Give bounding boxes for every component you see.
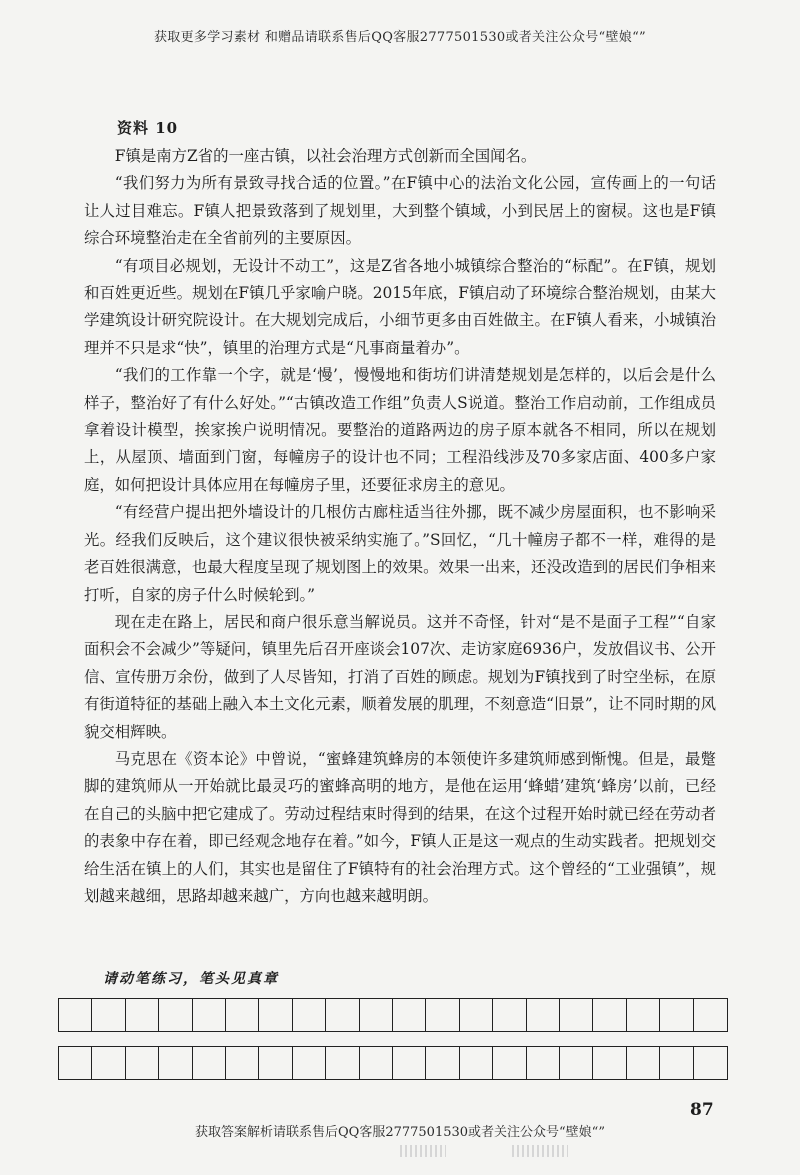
writing-grid-cell: [426, 999, 459, 1031]
writing-grid-cell: [493, 999, 526, 1031]
article-body: [84, 143, 716, 910]
writing-grid-cell: [259, 1047, 292, 1079]
writing-grid-cell: [393, 1047, 426, 1079]
writing-grid-cell: [326, 1047, 359, 1079]
writing-grid-cell: [326, 999, 359, 1031]
page-header: 获取更多学习素材 和赠品请联系售后QQ客服2777501530或者关注公众号“壁娘“”: [154, 30, 646, 45]
writing-grid-cell: [393, 999, 426, 1031]
writing-grid-cell: [159, 1047, 192, 1079]
article-paragraph: “我们努力为所有景致寻找合适的位置。”在F镇中心的法治文化公园，宣传画上的一句话让人过目难忘。F镇人把景致落到了规划里，大到整个镇域，小到民居上的窗棂。这也是F镇综合环境整治走在全省前列的主要原因。: [84, 174, 716, 248]
article-paragraph: 马克思在《资本论》中曾说，“蜜蜂建筑蜂房的本领使许多建筑师感到惭愧。但是，最蹩脚的建筑师从一开始就比最灵巧的蜜蜂高明的地方，是他在运用‘蜂蜡’建筑‘蜂房’以前，已经在自己的头脑中把它建成了。劳动过程结束时得到的结果，在这个过程开始时就已经在劳动者的表象中存在着，即已经观念地存在着。”如今，F镇人正是这一观点的生动实践者。把规划交给生活在镇上的人们，其实也是留住了F镇特有的社会治理方式。这个曾经的“工业强镇”，规划越来越细，思路却越来越广，方向也越来越明朗。: [84, 749, 716, 905]
page-footer: 获取答案解析请联系售后QQ客服2777501530或者关注公众号“壁娘“”: [195, 1125, 605, 1140]
writing-grid-cell: [593, 999, 626, 1031]
section-title: 资料 10: [117, 119, 179, 137]
writing-grid-cell: [527, 999, 560, 1031]
writing-grid-cell: [126, 999, 159, 1031]
writing-grid-cell: [193, 1047, 226, 1079]
writing-grid-cell: [59, 999, 92, 1031]
writing-grid-cell: [560, 999, 593, 1031]
writing-grid-cell: [694, 1047, 727, 1079]
writing-grid-cell: [92, 1047, 125, 1079]
writing-grid-cell: [193, 999, 226, 1031]
writing-grid-cell: [360, 999, 393, 1031]
article-paragraph: F镇是南方Z省的一座古镇，以社会治理方式创新而全国闻名。: [114, 147, 537, 165]
writing-grid-cell: [593, 1047, 626, 1079]
writing-grid-cell: [660, 999, 693, 1031]
writing-grid-cell: [660, 1047, 693, 1079]
article-paragraph: “我们的工作靠一个字，就是‘慢’，慢慢地和街坊们讲清楚规划是怎样的，以后会是什么样子，整治好了有什么好处。”“古镇改造工作组”负责人S说道。整治工作启动前，工作组成员拿着设计模型，挨家挨户说明情况。要整治的道路两边的房子原本就各不相同，所以在规划上，从屋顶、墙面到门窗，每幢房子的设计也不同；工程沿线涉及70多家店面、400多户家庭，如何把设计具体应用在每幢房子里，还要征求房主的意见。: [84, 366, 716, 494]
scan-artifact: [400, 1145, 446, 1157]
scan-artifact: [512, 1145, 568, 1157]
writing-grid-cell: [226, 999, 259, 1031]
writing-grid-cell: [560, 1047, 593, 1079]
writing-grid-row-1: [58, 998, 728, 1032]
writing-grid-cell: [126, 1047, 159, 1079]
writing-grid-cell: [293, 999, 326, 1031]
writing-grid-row-2: [58, 1046, 728, 1080]
article-paragraph: 现在走在路上，居民和商户很乐意当解说员。这并不奇怪，针对“是不是面子工程”“自家面积会不会减少”等疑问，镇里先后召开座谈会107次、走访家庭6936户，发放倡议书、公开信、宣传册万余份，做到了人尽皆知，打消了百姓的顾虑。规划为F镇找到了时空坐标，在原有街道特征的基础上融入本土文化元素，顺着发展的肌理，不刻意造“旧景”，让不同时期的风貌交相辉映。: [84, 612, 716, 741]
page-number: 87: [690, 1100, 714, 1120]
article-paragraph: “有项目必规划，无设计不动工”，这是Z省各地小城镇综合整治的“标配”。在F镇，规划和百姓更近些。规划在F镇几乎家喻户晓。2015年底，F镇启动了环境综合整治规划，由某大学建筑设计研究院设计。在大规划完成后，小细节更多由百姓做主。在F镇人看来，小城镇治理并不只是求“快”，镇里的治理方式是“凡事商量着办”。: [84, 256, 716, 357]
article-paragraph: “有经营户提出把外墙设计的几根仿古廊柱适当往外挪，既不减少房屋面积，也不影响采光。经我们反映后，这个建议很快被采纳实施了。”S回忆，“几十幢房子都不一样，难得的是老百姓很满意，也最大程度呈现了规划图上的效果。效果一出来，还没改造到的居民们争相来打听，自家的房子什么时候轮到。”: [84, 503, 716, 604]
writing-grid-cell: [460, 999, 493, 1031]
writing-grid-cell: [627, 1047, 660, 1079]
writing-grid-cell: [92, 999, 125, 1031]
writing-grid-cell: [426, 1047, 459, 1079]
writing-grid-cell: [360, 1047, 393, 1079]
writing-grid-cell: [293, 1047, 326, 1079]
writing-grid-cell: [159, 999, 192, 1031]
writing-grid-cell: [59, 1047, 92, 1079]
writing-grid-cell: [259, 999, 292, 1031]
writing-grid-cell: [460, 1047, 493, 1079]
practice-label: 请动笔练习，笔头见真章: [103, 971, 279, 987]
writing-grid-cell: [226, 1047, 259, 1079]
writing-grid-cell: [493, 1047, 526, 1079]
writing-grid-cell: [627, 999, 660, 1031]
writing-grid-cell: [527, 1047, 560, 1079]
writing-grid-cell: [694, 999, 727, 1031]
